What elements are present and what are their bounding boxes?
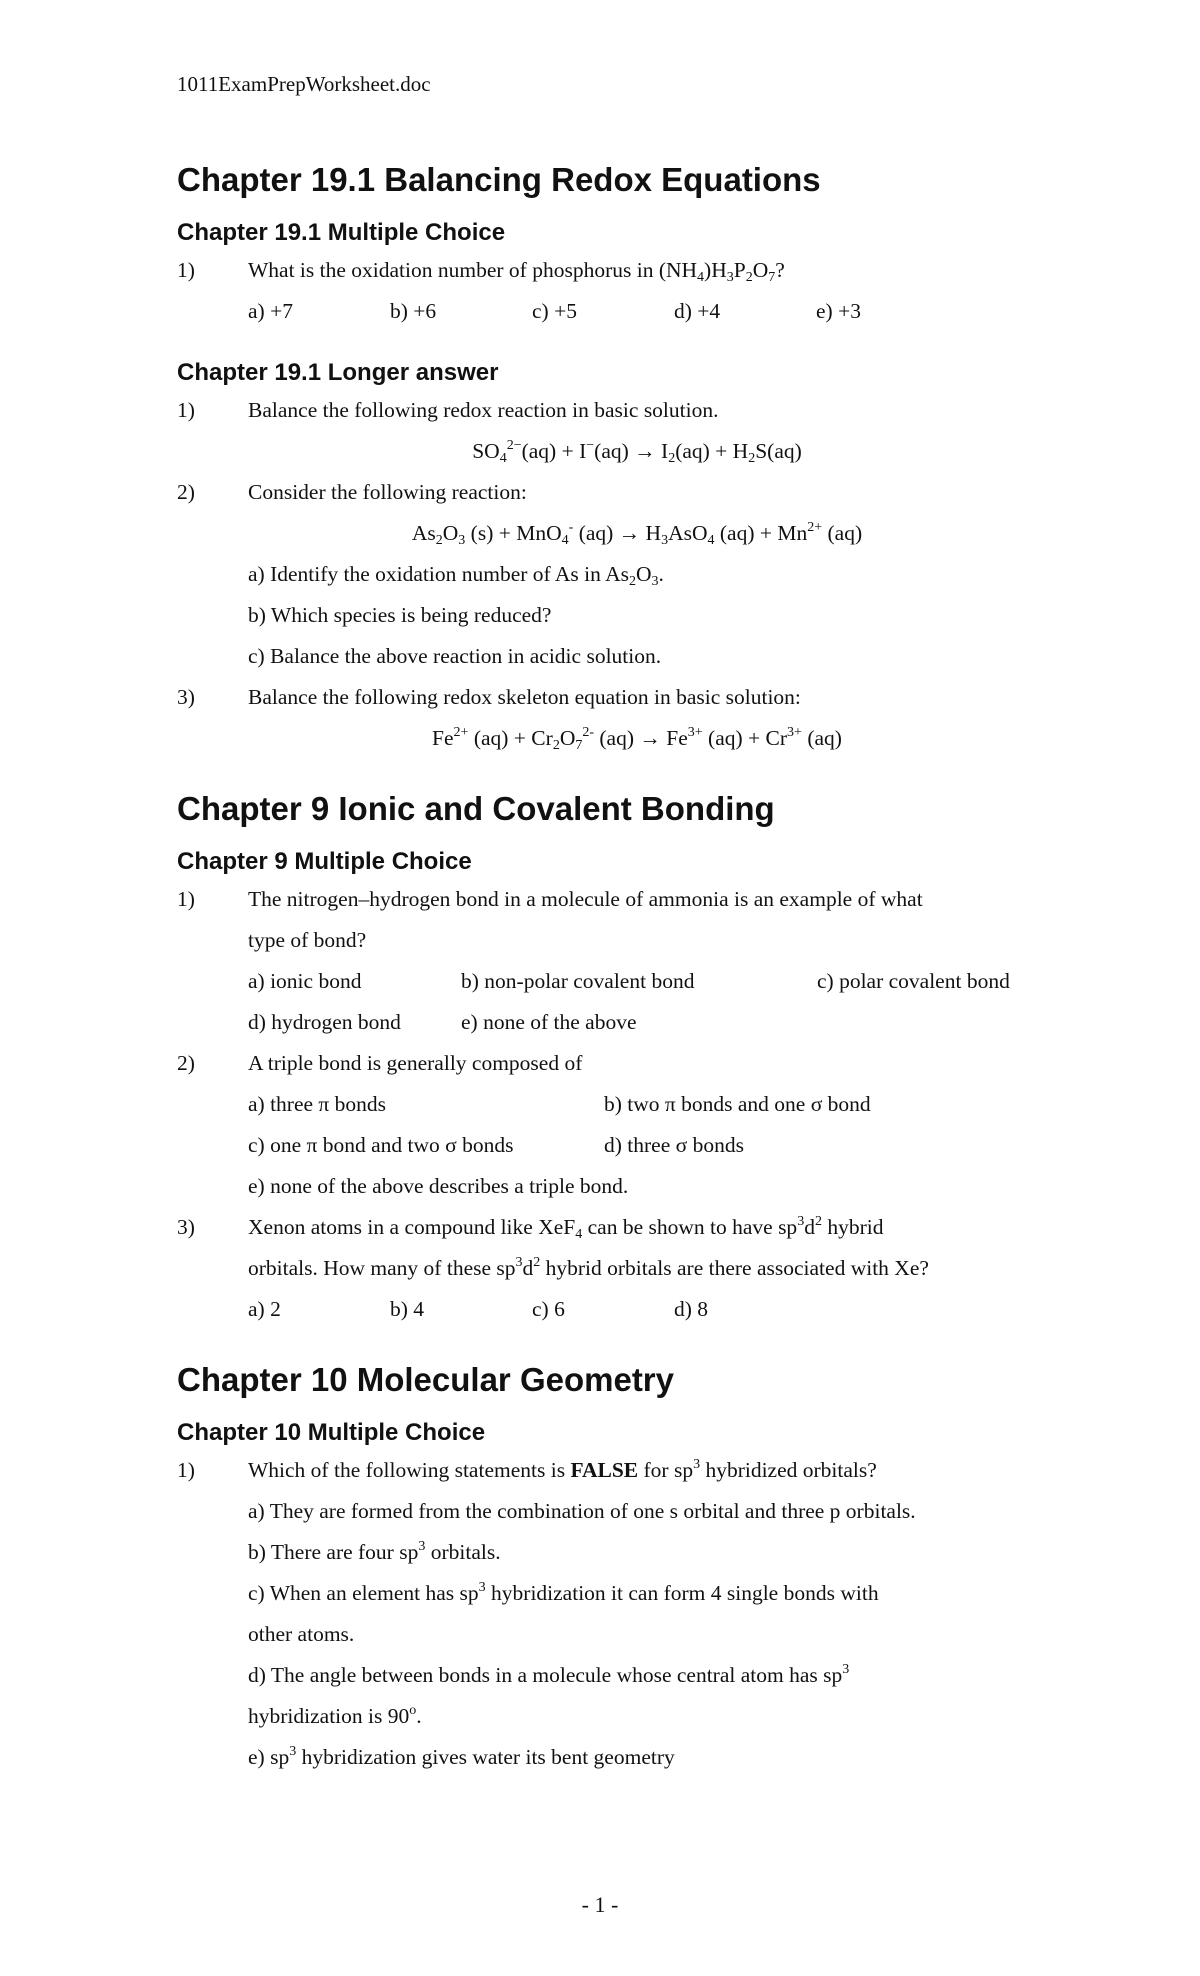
ch19-la2-part-a: a) Identify the oxidation number of As in $As_2O_3$. (248, 562, 664, 589)
option-d: d) hydrogen bond (248, 1010, 401, 1034)
chapter-9-title: Chapter 9 Ionic and Covalent Bonding (177, 790, 775, 827)
option-a: a) 2 (248, 1297, 281, 1321)
ch10-q1-option-d-line2: hybridization is 90$^o$. (248, 1703, 422, 1728)
ch9-q1-line2: type of bond? (248, 928, 367, 952)
ch10-question-1: 1) Which of the following statements is FALSE for $sp^3$ hybridized orbitals? (177, 1457, 877, 1482)
ch10-q1-option-d: d) The angle between bonds in a molecule whose central atom has $sp^3$ (248, 1662, 850, 1687)
ch19-la-question-3: 3) Balance the following redox skeleton equation in basic solution: (177, 685, 801, 709)
ch10-q1-option-b: b) There are four $sp^3$ orbitals. (248, 1539, 501, 1564)
option-b: b) non-polar covalent bond (461, 969, 695, 993)
ch10-q1-option-c: c) When an element has $sp^3$ hybridization it can form 4 single bonds with (248, 1580, 879, 1605)
option-b: b) +6 (390, 299, 437, 323)
option-a: a) three π bonds (248, 1092, 387, 1116)
ch9-q2-options-row1 (177, 1084, 1057, 1125)
ch10-q1-option-e: e) $sp^3$ hybridization gives water its bent geometry (248, 1744, 675, 1769)
ch10-q1-option-c-line2: other atoms. (248, 1622, 355, 1646)
chapter-9-mc-heading: Chapter 9 Multiple Choice (177, 848, 472, 875)
option-c: c) one π bond and two σ bonds (248, 1133, 514, 1157)
page-number: - 1 - (581, 1892, 619, 1917)
ch19-mc-question-1: 1) What is the oxidation number of phosphorus in $(NH_4)H_3P_2O_7$? (177, 258, 785, 285)
ch9-question-2: 2) A triple bond is generally composed of (177, 1051, 583, 1075)
option-d: d) 8 (674, 1297, 709, 1321)
ch9-question-3: 3) Xenon atoms in a compound like XeF$_4$ can be shown to have $sp^3d^2$ hybrid (177, 1214, 884, 1242)
option-c: c) 6 (532, 1297, 565, 1321)
option-e: e) +3 (816, 299, 861, 323)
ch19-la1-equation: $SO_4^{2-}(aq) + I^-(aq) \to I_2(aq) + H_2S(aq)$ (472, 438, 802, 466)
ch9-q3-options (177, 1289, 1057, 1330)
option-d: d) three σ bonds (604, 1133, 744, 1157)
ch19-la-question-2: 2) Consider the following reaction: (177, 480, 527, 504)
chapter-19-title: Chapter 19.1 Balancing Redox Equations (177, 161, 821, 198)
chapter-19-mc-heading: Chapter 19.1 Multiple Choice (177, 219, 506, 246)
ch19-la2-part-c: c) Balance the above reaction in acidic solution. (248, 644, 662, 668)
ch19-la-question-1: 1) Balance the following redox reaction in basic solution. (177, 398, 719, 422)
ch9-q2-options-row2 (177, 1125, 1057, 1166)
ch9-question-1: 1) The nitrogen–hydrogen bond in a molecule of ammonia is an example of what (177, 887, 923, 911)
option-a: a) +7 (248, 299, 293, 323)
option-d: d) +4 (674, 299, 721, 323)
ch10-q1-option-a: a) They are formed from the combination of one s orbital and three p orbitals. (248, 1499, 916, 1523)
document-filename: 1011ExamPrepWorksheet.doc (177, 72, 431, 96)
option-c: c) +5 (532, 299, 577, 323)
option-a: a) ionic bond (248, 969, 362, 993)
ch9-q1-options-row2 (177, 1002, 1057, 1043)
chapter-10-mc-heading: Chapter 10 Multiple Choice (177, 1419, 486, 1446)
ch9-q1-options-row1 (177, 961, 1057, 1002)
chapter-10-title: Chapter 10 Molecular Geometry (177, 1361, 674, 1398)
option-b: b) 4 (390, 1297, 425, 1321)
chapter-19-la-heading: Chapter 19.1 Longer answer (177, 359, 499, 386)
option-b: b) two π bonds and one σ bond (604, 1092, 871, 1116)
option-c: c) polar covalent bond (817, 969, 1010, 993)
ch9-q3-line2: orbitals. How many of these $sp^3d^2$ hybrid orbitals are there associated with Xe? (248, 1255, 929, 1280)
ch9-q2-option-e: e) none of the above describes a triple bond. (248, 1174, 629, 1198)
ch19-la2-part-b: b) Which species is being reduced? (248, 603, 552, 627)
worksheet-content (177, 160, 1057, 1778)
ch19-la2-equation: $As_2O_3$ (s) + MnO$_4$- $(aq) \to H_3AsO_4$ $(aq) + Mn^{2+}$ (aq) (411, 520, 863, 548)
ch19-la3-equation: $Fe^{2+}$ $(aq) + Cr_2O_7^{2-}$ $(aq) \to Fe^{3+}$ $(aq) + Cr^{3+}$ (aq) (432, 725, 842, 753)
ch19-mc-q1-options (177, 291, 1057, 332)
option-e: e) none of the above (461, 1010, 637, 1034)
